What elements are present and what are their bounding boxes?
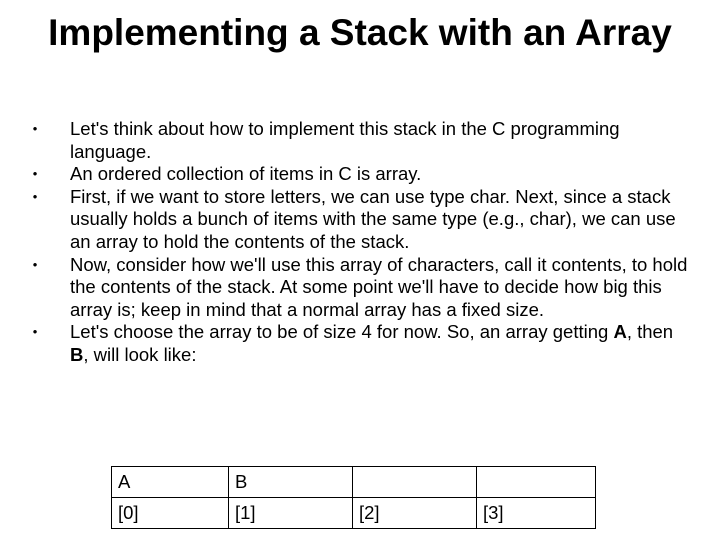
bullet-text-mid: , then — [626, 321, 674, 343]
array-cell-index: [2] — [353, 498, 477, 529]
bold-letter-b: B — [70, 343, 84, 365]
array-cell-value — [477, 467, 596, 498]
bullet-text: Let's think about how to implement this stack in the C programming language. — [70, 118, 620, 162]
bullet-text-prefix: Let's choose the array to be of size 4 for now. So, an array getting — [70, 321, 614, 343]
array-cell-index: [0] — [112, 498, 229, 529]
array-cell-index: [3] — [477, 498, 596, 529]
bullet-dot: • — [32, 256, 38, 272]
array-cell-value: B — [229, 467, 353, 498]
bullet-item — [28, 321, 688, 366]
bullet-text: First, if we want to store letters, we can use type char. Next, since a stack usually holds a bunch of items with the same type (e.g., char), we can use an array to hold the contents of the stack. — [70, 185, 676, 252]
array-cell-index: [1] — [229, 498, 353, 529]
bullet-item — [28, 118, 688, 163]
bullet-list — [28, 118, 688, 367]
array-indices-row — [112, 498, 596, 529]
bullet-dot: • — [32, 324, 38, 340]
bullet-dot: • — [32, 121, 38, 136]
slide-title: Implementing a Stack with an Array — [48, 12, 672, 53]
bullet-text — [70, 321, 688, 366]
array-cell-value: A — [112, 467, 229, 498]
array-cell-value — [353, 467, 477, 498]
bullet-dot: • — [32, 166, 38, 182]
bullet-text-suffix: , will look like: — [83, 343, 197, 365]
bullet-dot: • — [32, 188, 38, 204]
bullet-item — [28, 254, 688, 322]
array-values-row — [112, 467, 596, 498]
bullet-item — [28, 163, 688, 186]
bullet-text: Now, consider how we'll use this array of characters, call it contents, to hold the contents of the stack. At some point we'll have to decide how big this array is; keep in mind that a normal array has a fixed size. — [70, 253, 688, 320]
array-table — [111, 466, 596, 529]
bold-letter-a: A — [613, 321, 627, 343]
bullet-item — [28, 186, 688, 254]
bullet-text: An ordered collection of items in C is array. — [70, 163, 422, 185]
